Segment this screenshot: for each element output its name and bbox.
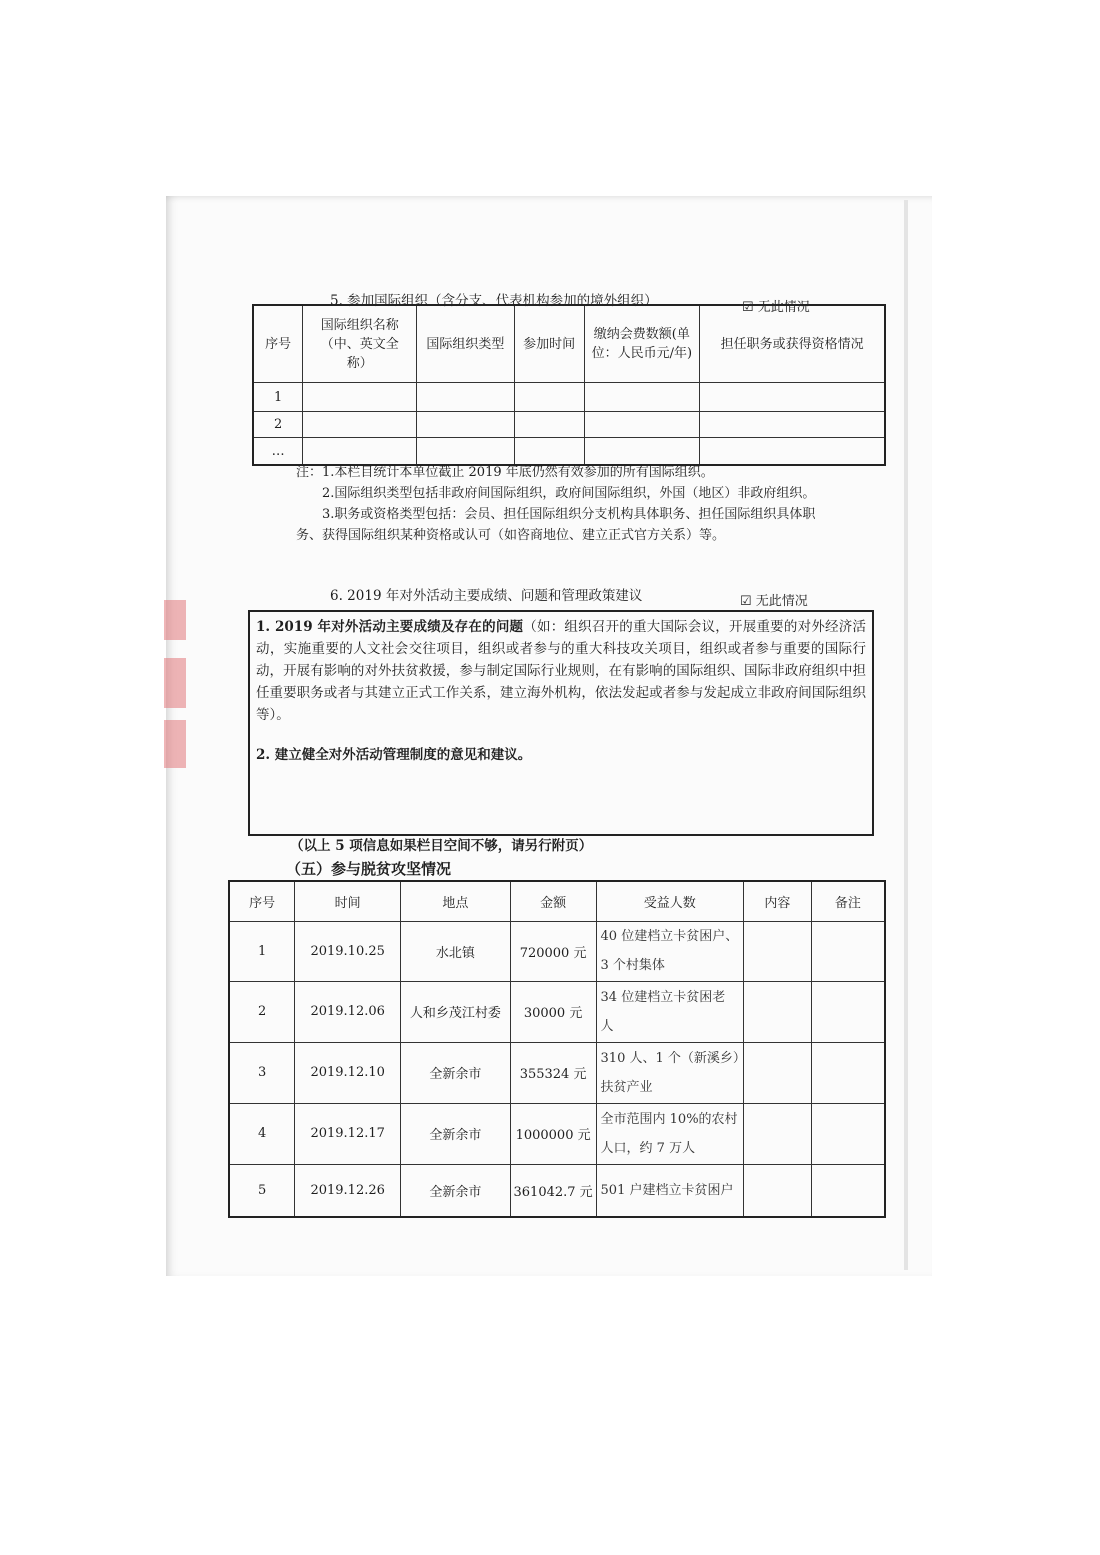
table-row: 5 2019.12.26 全新余市 361042.7 元 501 户建档立卡贫困户: [229, 1164, 885, 1217]
note-4: 务、获得国际组织某种资格或认可（如咨商地位、建立正式官方关系）等。: [296, 528, 726, 543]
poverty-section-title: （五）参与脱贫攻坚情况: [286, 860, 452, 878]
table-row: 2: [253, 411, 885, 437]
section6-title: 6. 2019 年对外活动主要成绩、问题和管理政策建议: [330, 588, 643, 604]
table-row: 1 2019.10.25 水北镇 720000 元 40 位建档立卡贫困户、 3 个村集体: [229, 921, 885, 981]
note-1: 注：1.本栏目统计本单位截止 2019 年底仍然有效参加的所有国际组织。: [296, 465, 714, 480]
col-header-org-name: 国际组织名称（中、英文全称）: [303, 305, 417, 383]
international-org-table: [252, 304, 886, 466]
col-header-amount: 金额: [510, 881, 596, 921]
red-seal-stamp: [164, 600, 186, 770]
item1-text: （如：组织召开的重大国际会议，开展重要的对外经济活动，实施重要的人文社会交往项目，组织或者参与的重大科技攻关项目，组织或者参与重要的国际行动，开展有影响的对外扶贫救援，参与制定国际行业规则，在有影响的国际组织、国际非政府组织中担任重要职务或者与其建立正式工作关系，建立海外机构，依法发起或者参与发起成立非政府间国际组织等）。: [256, 619, 866, 723]
table-row: …: [253, 438, 885, 465]
col-header-position: 担任职务或获得资格情况: [700, 305, 885, 383]
note-2: 2.国际组织类型包括非政府间国际组织，政府间国际组织，外国（地区）非政府组织。: [322, 486, 816, 501]
item1-heading: 1. 2019 年对外活动主要成绩及存在的问题: [256, 619, 524, 635]
section5-notes: [296, 462, 815, 546]
table-row: 3 2019.12.10 全新余市 355324 元 310 人、1 个（新溪乡） 扶贫产业: [229, 1042, 885, 1103]
table-header-row: [253, 305, 885, 383]
table-header-row: [229, 881, 885, 921]
col-header-date: 时间: [295, 881, 401, 921]
table-row: 2 2019.12.06 人和乡茂江村委 30000 元 34 位建档立卡贫困老 人: [229, 981, 885, 1042]
section5-checkbox[interactable]: ☑ 无此情况: [742, 300, 810, 315]
table-row: 4 2019.12.17 全新余市 1000000 元 全市范围内 10%的农村 人口，约 7 万人: [229, 1103, 885, 1164]
table-row: 1: [253, 383, 885, 411]
col-header-beneficiaries: 受益人数: [596, 881, 743, 921]
poverty-table: [228, 880, 886, 1218]
col-header-join-time: 参加时间: [514, 305, 584, 383]
section6-checkbox[interactable]: ☑ 无此情况: [740, 594, 808, 609]
col-header-no: 序号: [229, 881, 295, 921]
col-header-content: 内容: [743, 881, 811, 921]
item2-heading: 2. 建立健全对外活动管理制度的意见和建议。: [256, 747, 532, 763]
section5-title: 5. 参加国际组织（含分支、代表机构参加的境外组织）: [330, 293, 658, 309]
col-header-org-type: 国际组织类型: [417, 305, 515, 383]
section6-content-box: [248, 610, 874, 836]
col-header-fee: 缴纳会费数额(单位：人民币元/年): [584, 305, 700, 383]
page-edge-shadow: [904, 200, 908, 1270]
col-header-remarks: 备注: [811, 881, 885, 921]
col-header-place: 地点: [401, 881, 511, 921]
section6-footnote: （以上 5 项信息如果栏目空间不够，请另行附页）: [290, 838, 593, 854]
col-header-no: 序号: [253, 305, 303, 383]
note-3: 3.职务或资格类型包括：会员、担任国际组织分支机构具体职务、担任国际组织具体职: [322, 507, 816, 522]
